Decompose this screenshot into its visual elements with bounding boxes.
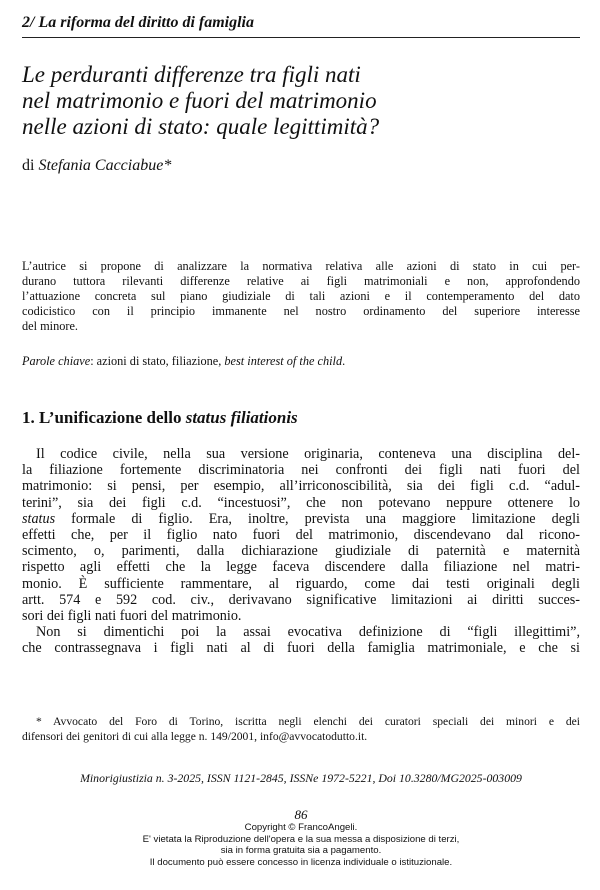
body-line: terini”, sia dei figli c.d. “incestuosi”, che non potevano neppure ottenere lo [22,494,580,511]
copyright-line: Copyright © FrancoAngeli. [244,822,358,833]
keywords-italic: best interest of the child [224,354,343,368]
abstract-line: l’attuazione concreta sul piano giudiziale di tali azioni e il contemperamento del dato [22,289,580,303]
page-number: 86 [294,807,308,822]
body-line-status [22,511,580,527]
abstract-line: L’autrice si propone di analizzare la normativa relativa alle azioni di stato in cui per- [22,259,580,273]
section-heading [22,408,298,428]
author-prefix: di [22,157,35,174]
footnote-line: difensori dei genitori di cui alla legge n. 149/2001, info@avvocatodutto.it. [22,730,368,743]
article-title [22,62,580,140]
body-line: artt. 574 e 592 cod. civ., derivavano significative limitazioni ai diritti succes- [22,591,580,608]
body-line: sori dei figli nati fuori del matrimonio. [22,608,242,625]
keywords-label: Parole chiave [22,354,91,368]
body-text [22,446,580,657]
journal-citation: Minorigiustizia n. 3-2025, ISSN 1121-2845, ISSNe 1972-5221, Doi 10.3280/MG2025-003009 [80,771,522,785]
title-line: nelle azioni di stato: quale legittimità? [22,114,380,139]
body-line: Non si dimentichi poi la assai evocativa definizione di “figli illegittimi”, [36,624,580,641]
copyright-line: Il documento può essere concesso in licenza individuale o istituzionale. [149,856,453,868]
title-line: Le perduranti differenze tra figli nati [22,62,361,87]
body-line: effetti che, per il figlio nato fuori del matrimonio, discendevano dal ricono- [22,527,580,544]
copyright-line: E' vietata la Riproduzione dell'opera e la sua messa a disposizione di terzi, [142,833,460,845]
copyright-notice [22,822,580,868]
author-name: Stefania Cacciabue* [38,157,172,174]
status-word: status [22,510,56,527]
footnote [22,714,580,744]
copyright-line: sia in forma gratuita sia a pagamento. [220,845,382,857]
body-line-rest: formale di figlio. Era, inoltre, prevista una maggiore limitazione degli [71,510,580,527]
keywords-end: . [342,354,346,368]
footnote-line: * Avvocato del Foro di Torino, iscritta negli elenchi dei curatori speciali dei minori e dei [36,715,580,728]
keywords [22,354,345,369]
author-byline [22,157,171,175]
section-heading-plain: 1. L’unificazione dello [22,408,186,427]
abstract-line: codicistico con il principio immanente nel nostro ordinamento del superiore interesse [22,304,580,318]
section-heading-italic: status filiationis [185,408,298,427]
body-line: matrimonio: si pensi, per esempio, all’irriconoscibilità, sia dei figli c.d. “adul- [22,478,580,495]
body-line: scimento, o, parimenti, dalla dichiarazione giudiziale di paternità e maternità [22,543,580,560]
abstract-line: durano tuttora rilevanti differenze relative ai figli matrimoniali e non, approfondendo [22,274,580,288]
body-line: monio. È sufficiente rammentare, al riguardo, come dai testi originali degli [22,575,580,592]
body-line: rispetto agli effetti che la legge faceva discendere dalla filiazione nel matri- [22,559,580,576]
title-line: nel matrimonio e fuori del matrimonio [22,88,377,113]
body-line: che contrassegnava i figli nati al di fuori della famiglia matrimoniale, e che si [22,640,580,657]
keywords-text: : azioni di stato, filiazione, [90,354,225,368]
abstract [22,259,580,334]
body-line: Il codice civile, nella sua versione originaria, conteneva una disciplina del- [36,446,580,462]
body-line: la filiazione fortemente discriminatoria nei confronti dei figli nati fuori del [22,462,580,479]
section-header: 2/ La riforma del diritto di famiglia [22,14,580,38]
abstract-line: del minore. [22,319,79,333]
